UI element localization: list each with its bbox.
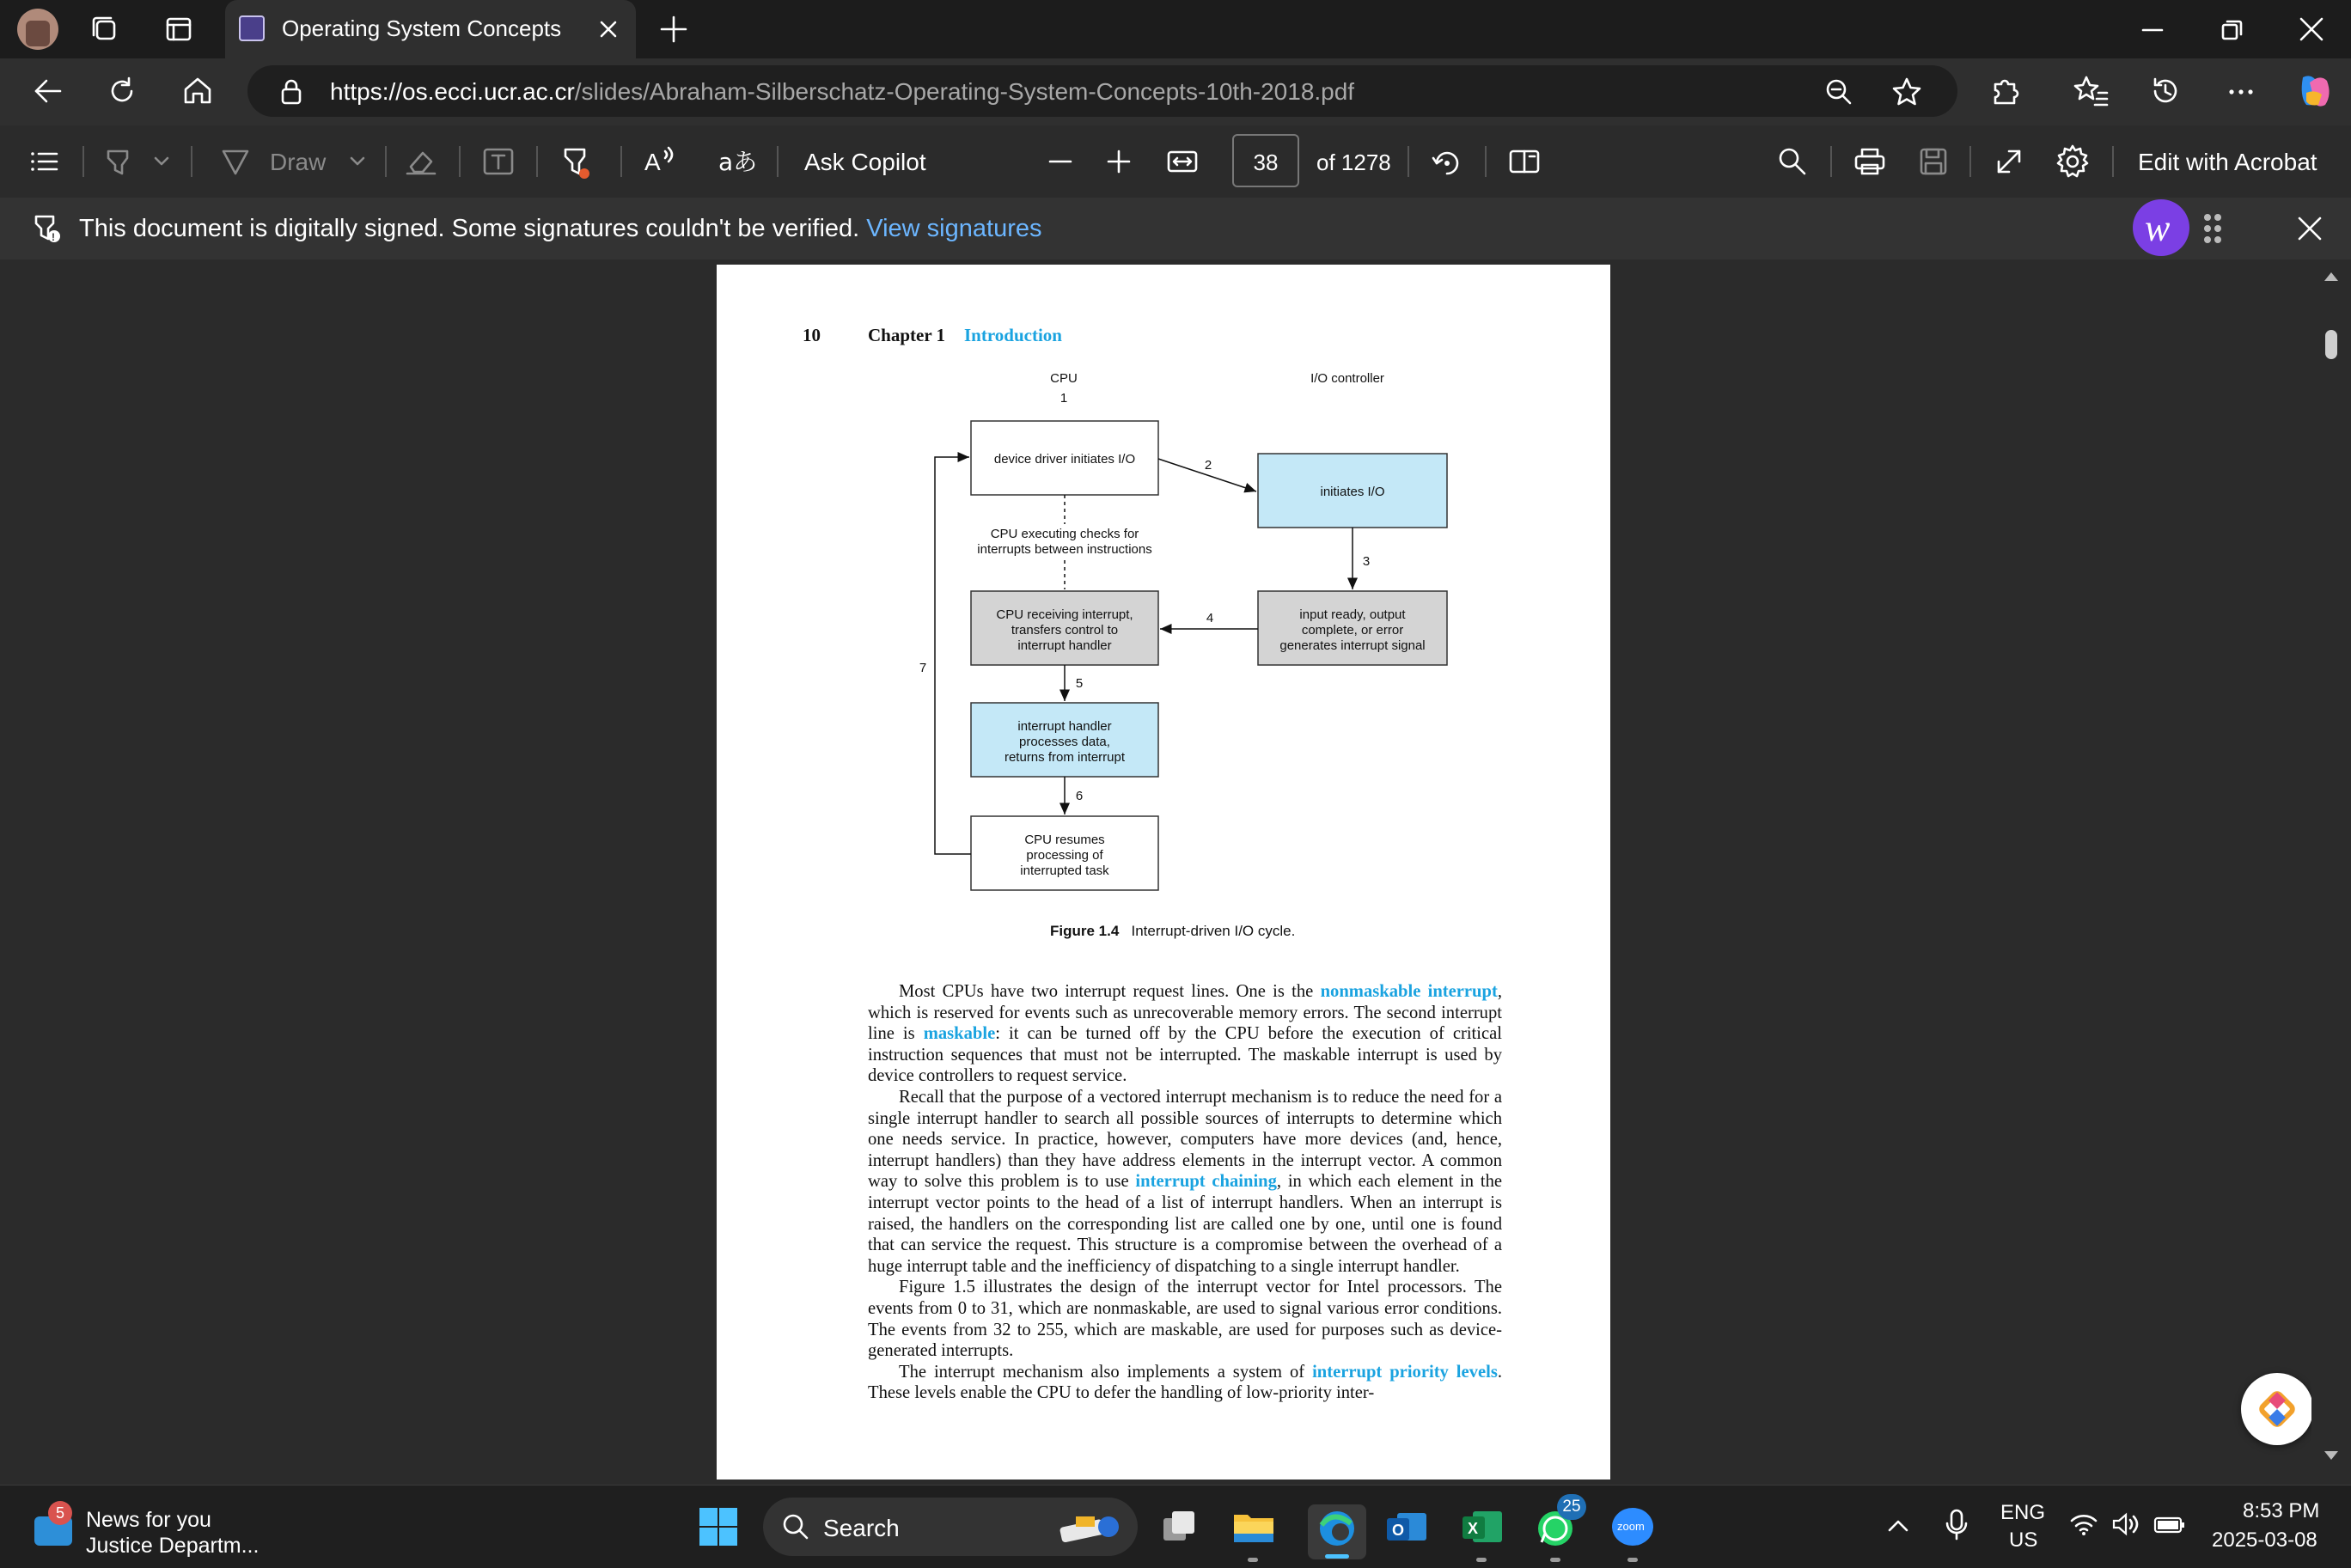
svg-text:aあ: aあ [718, 148, 758, 176]
pdf-page [717, 265, 1610, 1480]
floating-action-button[interactable] [2241, 1373, 2313, 1445]
resume-line-1: CPU resumes [1024, 833, 1105, 847]
pdf-favicon [239, 15, 265, 41]
kw-nonmaskable-link[interactable]: nonmaskable interrupt [1320, 982, 1498, 1001]
fig-step-4: 4 [1206, 611, 1214, 625]
drag-handle-icon[interactable] [2200, 210, 2226, 247]
zoom-minus-icon[interactable] [1043, 144, 1078, 179]
page-view-icon[interactable] [1507, 144, 1542, 179]
explorer-indicator [1248, 1558, 1258, 1562]
edge-active-indicator [1325, 1554, 1349, 1559]
settings-gear-icon[interactable] [2054, 143, 2091, 180]
edge-browser-icon[interactable] [1308, 1504, 1366, 1559]
navigation-bar [0, 58, 2351, 125]
volume-icon[interactable] [2110, 1511, 2141, 1537]
recv-line-1: CPU receiving interrupt, [996, 607, 1133, 622]
resume-line-3: interrupted task [1020, 863, 1109, 878]
page-number: 10 [803, 325, 821, 345]
extensions-icon[interactable] [1988, 74, 2023, 108]
paragraph-3: Figure 1.5 illustrates the design of the interrupt vector for Intel processors. The events from 0 to 31, which are nonmaskable, are used to signal various error conditions. The events from 32 to 255, which are maskable, are used for purposes such as device-generated interrupts. [868, 1278, 1502, 1361]
ready-line-3: generates interrupt signal [1279, 638, 1426, 653]
draw-label[interactable]: Draw [270, 149, 327, 175]
chapter-label: Chapter 1 [868, 325, 946, 345]
language-code[interactable]: ENG [2000, 1501, 2046, 1524]
favorite-star-icon[interactable] [1890, 76, 1923, 108]
caption-label: Figure 1.4 [1050, 923, 1120, 939]
ask-copilot-button[interactable]: Ask Copilot [804, 149, 926, 175]
draw-icon[interactable] [218, 144, 253, 179]
pdf-viewer[interactable] [0, 259, 2351, 1485]
highlight-icon[interactable] [101, 144, 136, 179]
ready-line-2: complete, or error [1301, 623, 1404, 638]
profile-avatar[interactable] [17, 9, 58, 50]
contents-icon[interactable] [27, 144, 62, 179]
page-number-input[interactable]: 38 [1232, 134, 1299, 187]
handler-line-2: processes data, [1019, 735, 1110, 749]
kw-maskable-link[interactable]: maskable [923, 1024, 996, 1044]
handler-line-1: interrupt handler [1017, 719, 1112, 734]
read-aloud-icon[interactable] [643, 143, 681, 180]
refresh-icon[interactable] [105, 74, 139, 108]
search-label: Search [823, 1515, 900, 1541]
page-total: of 1278 [1316, 149, 1391, 175]
address-bar[interactable] [247, 65, 1957, 117]
language-region[interactable]: US [2009, 1528, 2038, 1552]
scroll-up-icon[interactable] [2322, 270, 2341, 284]
body-text [868, 981, 1502, 1404]
url-host: https://os.ecci.ucr.ac.cr [330, 78, 575, 105]
wifi-icon[interactable] [2069, 1511, 2098, 1537]
file-explorer-icon[interactable] [1232, 1508, 1275, 1546]
clock-time[interactable]: 8:53 PM [2243, 1499, 2320, 1522]
url-text[interactable] [330, 78, 1354, 106]
news-subtitle: Justice Departm... [86, 1534, 260, 1558]
new-tab-icon[interactable] [658, 14, 689, 45]
draw-chevron-icon[interactable] [347, 151, 368, 172]
arrow-7 [935, 457, 971, 854]
zoom-label: zoom [1617, 1520, 1645, 1533]
ready-line-1: input ready, output [1299, 607, 1406, 622]
history-icon[interactable] [2148, 74, 2183, 108]
taskbar [0, 1485, 2351, 1568]
fig-step-5: 5 [1075, 676, 1084, 691]
extension-w-icon[interactable] [2133, 199, 2189, 256]
tab-operating-system-concepts[interactable] [225, 0, 636, 58]
svg-text:O: O [1392, 1522, 1405, 1539]
save-icon[interactable] [1916, 144, 1951, 179]
start-windows-icon[interactable] [698, 1506, 739, 1547]
print-icon[interactable] [1853, 144, 1887, 179]
scroll-thumb[interactable] [2325, 330, 2337, 359]
minimize-icon[interactable] [2138, 17, 2169, 43]
recv-line-3: interrupt handler [1017, 638, 1112, 653]
tab-title: Operating System Concepts [282, 15, 562, 41]
fig-col-io: I/O controller [1310, 371, 1384, 386]
checks-line-1: CPU executing checks for [990, 527, 1139, 541]
svg-text:!: ! [52, 231, 55, 243]
excel-indicator [1476, 1558, 1487, 1562]
news-widget[interactable] [26, 1501, 266, 1556]
zoom-plus-icon[interactable] [1102, 144, 1136, 179]
recv-line-2: transfers control to [1011, 623, 1119, 638]
taskbar-search-box[interactable] [763, 1498, 1138, 1556]
paragraph-4: The interrupt mechanism also implements a system of interrupt priority levels. These levels enable the CPU to defer the handling of low-priority inter- [868, 1362, 1502, 1403]
back-icon[interactable] [31, 74, 65, 108]
kw-interrupt-chaining-link[interactable]: interrupt chaining [1135, 1172, 1277, 1192]
zoom-out-icon[interactable] [1823, 76, 1854, 107]
signature-warning-icon [31, 211, 65, 246]
news-title: News for you [86, 1508, 211, 1532]
banner-text: This document is digitally signed. Some signatures couldn't be verified. [79, 215, 860, 242]
tab-strip [0, 0, 2351, 58]
chapter-title: Introduction [964, 325, 1062, 345]
kw-interrupt-priority-link[interactable]: interrupt priority levels [1312, 1362, 1498, 1382]
resume-line-2: processing of [1026, 848, 1103, 863]
box-driver-text: device driver initiates I/O [993, 452, 1136, 467]
signature-banner [0, 198, 2351, 259]
view-signatures-link[interactable]: View signatures [866, 215, 1042, 242]
caption-text: Interrupt-driven I/O cycle. [1131, 923, 1296, 939]
handler-line-3: returns from interrupt [1004, 750, 1126, 765]
home-icon[interactable] [180, 74, 215, 108]
svg-text:X: X [1468, 1520, 1479, 1537]
news-badge: 5 [48, 1501, 72, 1525]
zoom-app-icon[interactable] [1612, 1508, 1653, 1546]
interrupt-cycle-diagram [717, 265, 1610, 918]
microphone-icon[interactable] [1944, 1508, 1969, 1542]
figure-caption [1050, 923, 1295, 940]
scroll-down-icon[interactable] [2322, 1449, 2341, 1462]
fit-width-icon[interactable] [1165, 144, 1200, 179]
task-view-icon[interactable] [1160, 1508, 1200, 1546]
checks-line-2: interrupts between instructions [977, 542, 1152, 557]
search-highlight-icon [1055, 1508, 1124, 1546]
clock-date[interactable]: 2025-03-08 [2212, 1528, 2317, 1552]
svg-text:w: w [2145, 207, 2171, 249]
fig-col-cpu: CPU [1050, 371, 1078, 386]
tab-actions-icon[interactable] [163, 14, 194, 45]
whatsapp-icon[interactable] [1535, 1498, 1581, 1547]
whatsapp-indicator [1550, 1558, 1560, 1562]
fullscreen-icon[interactable] [1992, 144, 2026, 179]
more-options-icon[interactable] [2224, 74, 2258, 108]
search-icon [780, 1511, 811, 1542]
vertical-scrollbar[interactable] [2311, 259, 2351, 1485]
show-hidden-icons[interactable] [1885, 1515, 1911, 1537]
paragraph-1: Most CPUs have two interrupt request lines. One is the nonmaskable interrupt, which is reserved for events such as unrecoverable memory errors. The second interrupt line is maskable: it can be turned off by the CPU before the execution of critical instruction sequences that must not be interrupted. The maskable interrupt is used by device controllers to request service. [868, 982, 1503, 1086]
battery-icon[interactable] [2153, 1515, 2186, 1535]
close-banner-icon[interactable] [2293, 211, 2327, 246]
pdf-toolbar [0, 125, 2351, 198]
close-window-icon[interactable] [2296, 14, 2327, 45]
text-box-icon[interactable] [481, 144, 516, 179]
lock-icon[interactable] [277, 77, 306, 107]
banner-message [79, 215, 1042, 243]
fig-step-3: 3 [1362, 554, 1371, 569]
fig-step-1: 1 [1059, 391, 1068, 406]
zoom-indicator [1627, 1558, 1638, 1562]
workspaces-icon[interactable] [89, 14, 120, 45]
paragraph-2: Recall that the purpose of a vectored interrupt mechanism is to reduce the need for a single interrupt handler to search all possible sources of interrupts to determine which one needs service. In practice, however, computers have more devices (and, hence, interrupt handlers) than they have address elements in the interrupt vector. A common way to solve this problem is to use interrupt chaining, in which each element in the interrupt vector points to the head of a list of interrupt handlers. When an interrupt is raised, the handlers on the corresponding list are called one by one, until one is found that can service the request. This structure is a compromise between the overhead of a huge interrupt table and the inefficiency of dispatching to a single interrupt handler. [868, 1087, 1503, 1276]
find-icon[interactable] [1775, 144, 1810, 179]
svg-text:A: A [644, 149, 661, 175]
favorites-icon[interactable] [2073, 74, 2110, 108]
restore-icon[interactable] [2217, 15, 2248, 45]
outlook-icon[interactable] [1385, 1508, 1428, 1546]
fig-step-2: 2 [1204, 458, 1212, 473]
copilot-icon[interactable] [2294, 70, 2336, 112]
excel-icon[interactable] [1461, 1508, 1504, 1546]
signature-icon[interactable] [559, 144, 596, 182]
translate-icon[interactable] [717, 143, 758, 180]
highlight-chevron-icon[interactable] [151, 151, 172, 172]
fig-step-6: 6 [1075, 789, 1084, 803]
whatsapp-badge: 25 [1557, 1494, 1586, 1520]
fig-step-7: 7 [919, 661, 927, 675]
close-tab-icon[interactable] [596, 17, 620, 41]
erase-icon[interactable] [404, 144, 438, 179]
rotate-icon[interactable] [1430, 144, 1464, 179]
edit-with-acrobat-button[interactable]: Edit with Acrobat [2138, 149, 2317, 175]
box-initiates-text: initiates I/O [1320, 485, 1385, 499]
url-path: /slides/Abraham-Silberschatz-Operating-System-Concepts-10th-2018.pdf [574, 78, 1355, 105]
